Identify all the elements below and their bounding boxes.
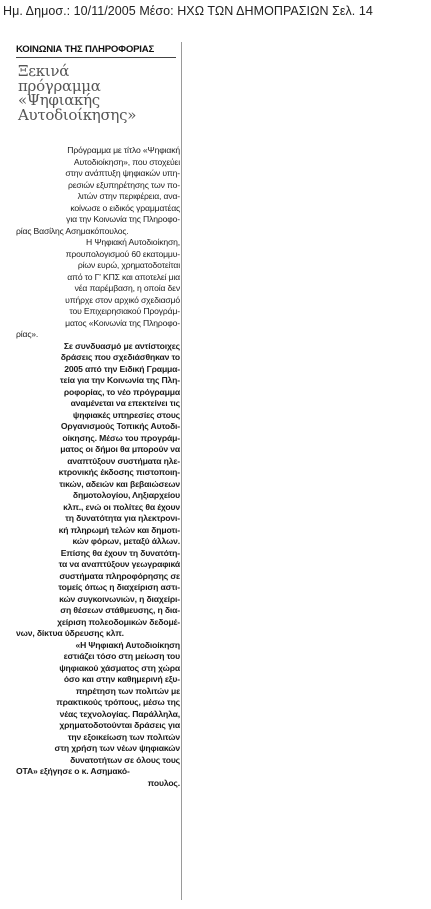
article-body <box>16 145 180 789</box>
article-body-line: από το Γ' ΚΠΣ και αποτελεί μια <box>67 271 180 282</box>
publication-info-header: Ημ. Δημοσ.: 10/11/2005 Μέσο: ΗΧΩ ΤΩΝ ΔΗΜΟΠΡΑΣΙΩΝ Σελ. 14 <box>3 4 373 18</box>
article-body-line: κών φόρων, μεταξύ άλλων. <box>72 536 180 546</box>
newspaper-clipping <box>12 40 182 905</box>
section-divider <box>16 57 176 58</box>
article-body-line: ψηφιακού χάσματος στη χώρα <box>59 662 180 673</box>
article-body-line: κτρονικής έκδοσης πιστοποιη- <box>58 467 180 477</box>
article-body-line: δημοτολογίου, Ληξιαρχείου <box>72 490 180 500</box>
article-body-line: ροφορίας, το νέο πρόγραμμα <box>63 386 180 397</box>
article-body-line: δυνατοτήτων σε όλους τους <box>70 754 180 765</box>
article-body-line: ρίας». <box>16 329 39 339</box>
article-body-line: στη χρήση των νέων ψηφιακών <box>54 743 180 753</box>
article-body-line: Οργανισμούς Τοπικής Αυτοδι- <box>60 421 180 431</box>
article-body-line: κοίνωσε ο ειδικός γραμματέας <box>70 202 180 213</box>
headline-line: «Ψηφιακής <box>18 91 100 109</box>
article-body-line: πρακτικούς τρόπους, μέσω της <box>56 697 180 707</box>
article-body-line: στην ανάπτυξη ψηφιακών υπη- <box>65 168 180 178</box>
article-body-line: συστήματα πληροφόρησης σε <box>59 570 180 581</box>
article-body-line: οίκησης. Μέσω του προγράμ- <box>62 432 180 443</box>
article-body-line: Επίσης θα έχουν τη δυνατότη- <box>60 547 180 558</box>
article-body-line: ρίας Βασίλης Ασημακόπουλος. <box>16 225 129 236</box>
article-body-line: τα να αναπτύξουν γεωγραφικά <box>58 559 180 569</box>
headline-line: Ξεκινά <box>18 62 70 80</box>
article-body-line: υπήρχε στον αρχικό σχεδιασμό <box>65 294 180 305</box>
article-body-line: τικών, αδειών και βεβαιώσεων <box>59 478 180 489</box>
article-body-line: κών συγκοινωνιών, η διαχείρι- <box>59 593 180 604</box>
article-body-line: Σε συνδυασμό με αντίστοιχες <box>63 340 180 351</box>
article-body-line: δράσεις που σχεδιάσθηκαν το <box>60 352 180 362</box>
article-body-line: πουλος. <box>147 777 180 788</box>
article-body-line: ρεσιών εξυπηρέτησης των πο- <box>68 179 180 190</box>
article-body-line: αναμένεται να επεκτείνει τις <box>70 398 180 408</box>
article-body-line: Πρόγραμμα με τίτλο «Ψηφιακή <box>67 145 180 155</box>
article-body-line: νέα παρέμβαση, η οποία δεν <box>74 283 180 293</box>
article-body-line: νων, δίκτυα ύδρευσης κλπ. <box>16 628 124 638</box>
headline-line: πρόγραμμα <box>18 76 101 95</box>
article-body-line: 2005 από την Ειδική Γραμμα- <box>64 363 180 374</box>
article-body-line: ΟΤΑ» εξήγησε ο κ. Ασημακό- <box>16 766 130 776</box>
article-body-line: Η Ψηφιακή Αυτοδιοίκηση, <box>86 237 180 247</box>
article-body-line: λιτών στην περιφέρεια, ανα- <box>77 191 180 201</box>
headline-line: Αυτοδιοίκησης» <box>18 105 137 124</box>
article-body-line: του Επιχειρησιακού Προγράμ- <box>69 306 180 316</box>
article-body-line: τη δυνατότητα για ηλεκτρονι- <box>65 513 180 523</box>
article-headline <box>18 64 183 122</box>
article-body-line: νέας τεχνολογίας. Παράλληλα, <box>59 708 180 719</box>
article-body-line: ση θέσεων στάθμευσης, η δια- <box>60 605 180 615</box>
article-body-line: ματος οι δήμοι θα μπορούν να <box>60 444 180 454</box>
article-body-line: «Η Ψηφιακή Αυτοδιοίκηση <box>75 639 180 650</box>
article-body-line: ρίων ευρώ, χρηματοδοτείται <box>77 260 180 270</box>
article-body-line: όσο και στην καθημερινή εξυ- <box>63 674 180 684</box>
article-body-line: εστιάζει τόσο στη μείωση του <box>63 651 180 661</box>
section-heading: ΚΟΙΝΩΝΙΑ ΤΗΣ ΠΛΗΡΟΦΟΡΙΑΣ <box>16 44 155 55</box>
article-body-line: για την Κοινωνία της Πληροφο- <box>66 214 180 224</box>
article-body-line: πηρέτηση των πολιτών με <box>75 685 180 696</box>
article-body-line: χρηματοδοτούνται δράσεις για <box>59 720 180 730</box>
article-body-line: προυπολογισμού 60 εκατομμυ- <box>65 248 180 259</box>
article-body-line: κή πληρωμή τελών και δημοτι- <box>58 524 180 535</box>
article-body-line: χείριση πολεοδομικών δεδομέ- <box>57 616 180 627</box>
article-body-line: την εξοικείωση των πολιτών <box>67 731 180 742</box>
article-body-line: τεία για την Κοινωνία της Πλη- <box>59 375 180 385</box>
article-body-line: ψηφιακές υπηρεσίες στους <box>72 409 180 420</box>
article-body-line: Αυτοδιοίκηση», που στοχεύει <box>73 156 180 167</box>
article-body-line: αναπτύξουν συστήματα ηλε- <box>67 455 180 466</box>
article-body-line: κλπ., ενώ οι πολίτες θα έχουν <box>63 501 180 512</box>
article-body-line: τομείς όπως η διαχείριση αστι- <box>58 582 180 592</box>
article-body-line: ματος «Κοινωνία της Πληροφο- <box>65 317 180 328</box>
